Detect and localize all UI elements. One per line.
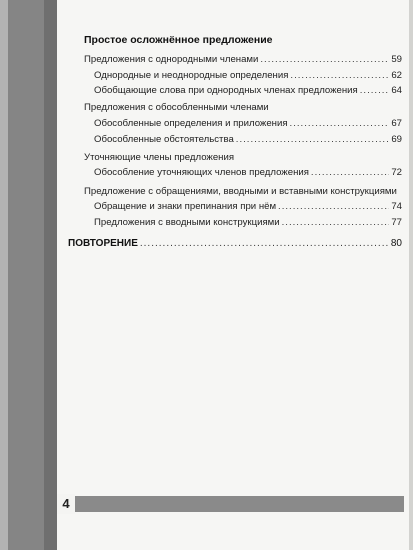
toc-entry-label: Однородные и неоднородные определения bbox=[94, 70, 289, 81]
toc-entry-label: Обособление уточняющих членов предложения bbox=[94, 167, 309, 178]
toc-entry-page: 80 bbox=[390, 238, 402, 249]
toc-entry-label: ПОВТОРЕНИЕ bbox=[68, 238, 138, 249]
toc-entry-clarifying-members bbox=[84, 152, 402, 163]
toc-entry-page: 67 bbox=[391, 118, 402, 129]
toc-leader-dots bbox=[282, 217, 390, 228]
toc-entry-page: 62 bbox=[391, 70, 402, 81]
toc-leader-dots bbox=[278, 201, 389, 212]
toc-entry-generalizing-words bbox=[94, 85, 402, 96]
toc-leader-dots bbox=[360, 85, 390, 96]
toc-entry-page: 69 bbox=[391, 134, 402, 145]
toc-leader-dots bbox=[260, 54, 389, 65]
toc-leader-dots bbox=[290, 118, 390, 129]
page-bottom-band bbox=[57, 496, 404, 512]
toc-entry-isolated-definitions bbox=[94, 118, 402, 129]
section-title: Простое осложнённое предложение bbox=[84, 34, 273, 46]
toc-entry-clarifying-isolation bbox=[94, 167, 402, 178]
toc-entry-label: Обособленные определения и приложения bbox=[94, 118, 288, 129]
toc-entry-isolated-circumstances bbox=[94, 134, 402, 145]
page-left-border bbox=[0, 0, 57, 550]
toc-entry-label: Предложения с обособленными членами bbox=[84, 102, 269, 113]
toc-entry-homogeneous-definitions bbox=[94, 70, 402, 81]
toc-entry-page: 74 bbox=[391, 201, 402, 212]
toc-entry-label: Обобщающие слова при однородных членах предложения bbox=[94, 85, 358, 96]
toc-entry-isolated-members bbox=[84, 102, 402, 113]
page-number: 4 bbox=[57, 494, 75, 514]
toc-entry-address-punctuation bbox=[94, 201, 402, 212]
toc-leader-dots bbox=[290, 70, 389, 81]
toc-entry-address-constructions bbox=[84, 186, 404, 197]
toc-entry-introductory-constructions bbox=[94, 217, 402, 228]
toc-entry-label: Предложения с вводными конструкциями bbox=[94, 217, 280, 228]
toc-entry-page: 77 bbox=[391, 217, 402, 228]
toc-entry-label: Обособленные обстоятельства bbox=[94, 134, 234, 145]
toc-entry-homogeneous-members bbox=[84, 54, 402, 65]
toc-leader-dots bbox=[140, 238, 389, 249]
toc-entry-label: Уточняющие члены предложения bbox=[84, 152, 235, 163]
toc-entry-page: 72 bbox=[391, 167, 402, 178]
toc-entry-page: 64 bbox=[391, 85, 402, 96]
toc-entry-label: Предложение с обращениями, вводными и вставными конструкциями bbox=[84, 186, 397, 197]
toc-entry-label: Обращение и знаки препинания при нём bbox=[94, 201, 277, 212]
page-right-edge bbox=[409, 0, 413, 550]
toc-entry-review bbox=[68, 238, 402, 249]
toc-entry-page: 59 bbox=[391, 54, 402, 65]
toc-entry-label: Предложения с однородными членами bbox=[84, 54, 259, 65]
toc-leader-dots bbox=[311, 167, 389, 178]
toc-leader-dots bbox=[236, 134, 390, 145]
